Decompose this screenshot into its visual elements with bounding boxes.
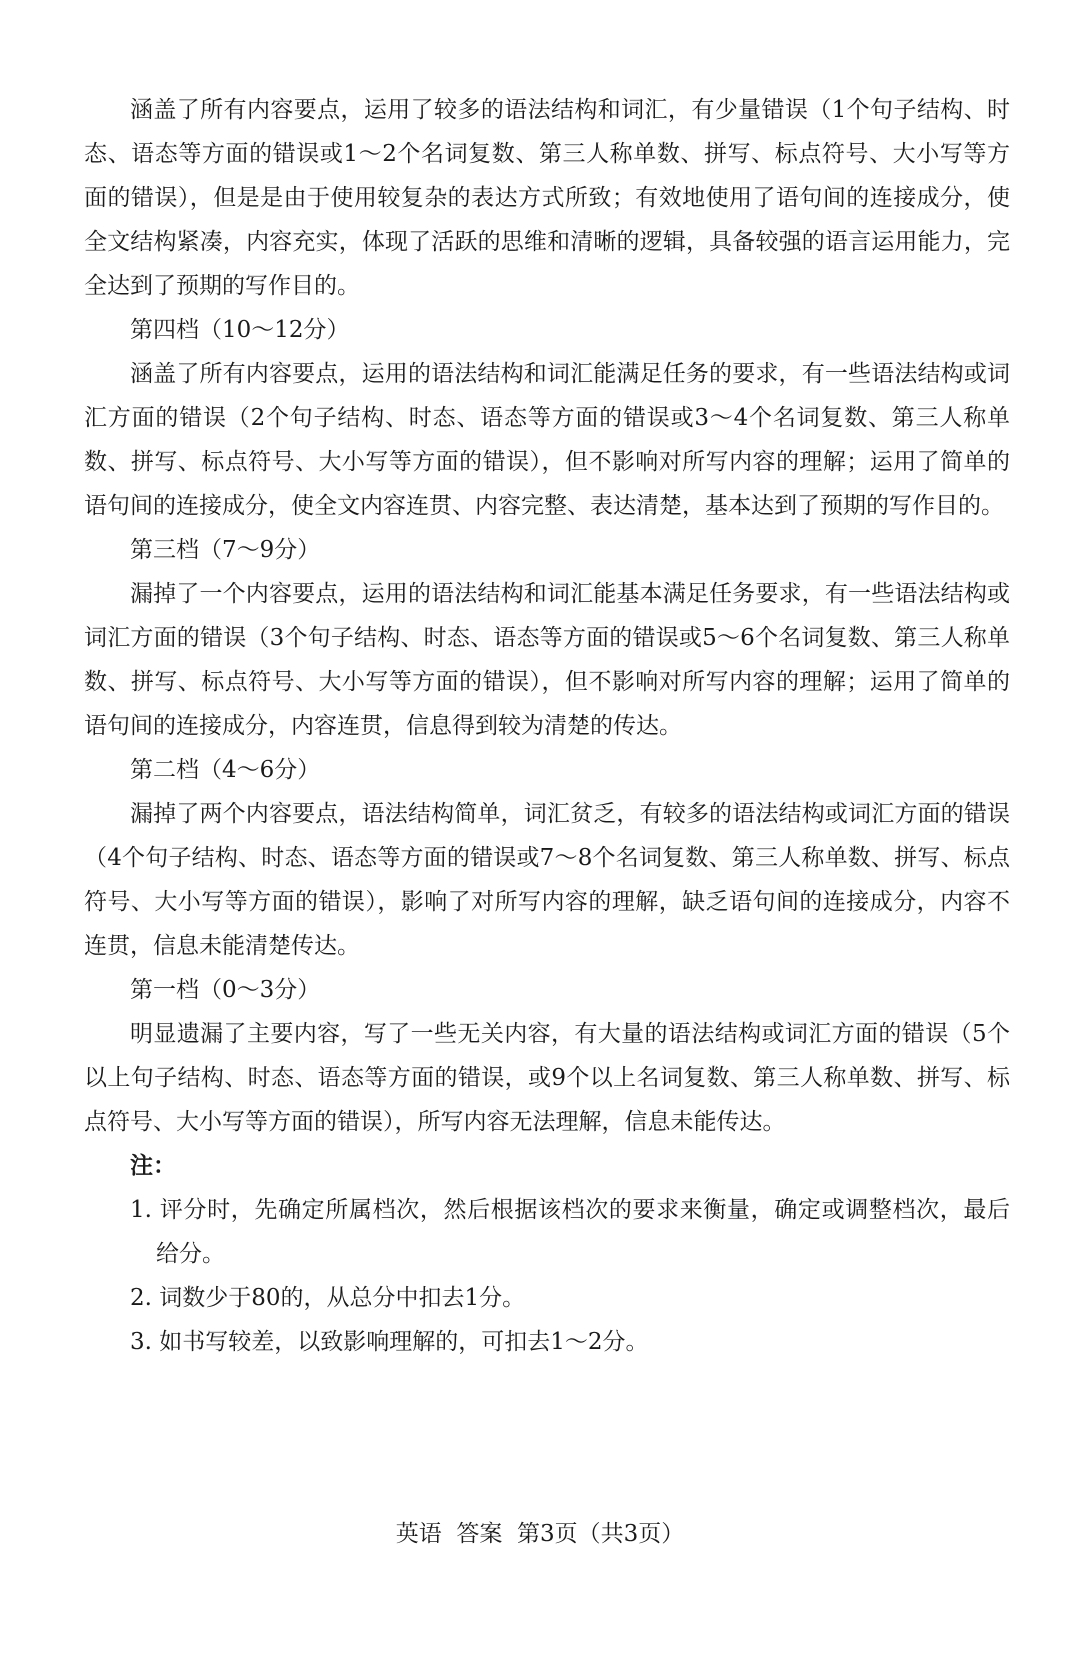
page-footer: 英语 答案 第3页（共3页） bbox=[395, 1521, 685, 1547]
grade-two-heading: 第二档（4～6分） bbox=[130, 757, 321, 783]
note-item: 3. 如书写较差，以致影响理解的，可扣去1～2分。 bbox=[130, 1329, 649, 1355]
grade-one-description: 明显遗漏了主要内容，写了一些无关内容，有大量的语法结构或词汇方面的错误（5个以上句子结构、时态、语态等方面的错误，或9个以上名词复数、第三人称单数、拼写、标点符号、大小写等方面的错误），所写内容无法理解，信息未能传达。 bbox=[84, 1021, 1010, 1135]
grade-four-heading: 第四档（10～12分） bbox=[130, 317, 350, 343]
scoring-criteria bbox=[84, 88, 1010, 1364]
grade-one-heading: 第一档（0～3分） bbox=[130, 977, 321, 1003]
grade-two-description: 漏掉了两个内容要点，语法结构简单，词汇贫乏，有较多的语法结构或词汇方面的错误（4个句子结构、时态、语态等方面的错误或7～8个名词复数、第三人称单数、拼写、标点符号、大小写等方面的错误），影响了对所写内容的理解，缺乏语句间的连接成分，内容不连贯，信息未能清楚传达。 bbox=[84, 801, 1010, 959]
notes-title: 注： bbox=[130, 1152, 176, 1179]
note-item: 1. 评分时，先确定所属档次，然后根据该档次的要求来衡量，确定或调整档次，最后给分。 bbox=[130, 1197, 1010, 1267]
grade-four-description: 涵盖了所有内容要点，运用的语法结构和词汇能满足任务的要求，有一些语法结构或词汇方面的错误（2个句子结构、时态、语态等方面的错误或3～4个名词复数、第三人称单数、拼写、标点符号、大小写等方面的错误），但不影响对所写内容的理解；运用了简单的语句间的连接成分，使全文内容连贯、内容完整、表达清楚，基本达到了预期的写作目的。 bbox=[84, 361, 1010, 519]
note-item: 2. 词数少于80的，从总分中扣去1分。 bbox=[130, 1285, 526, 1311]
grade-three-heading: 第三档（7～9分） bbox=[130, 537, 321, 563]
grade-three-description: 漏掉了一个内容要点，运用的语法结构和词汇能基本满足任务要求，有一些语法结构或词汇方面的错误（3个句子结构、时态、语态等方面的错误或5～6个名词复数、第三人称单数、拼写、标点符号、大小写等方面的错误），但不影响对所写内容的理解；运用了简单的语句间的连接成分，内容连贯，信息得到较为清楚的传达。 bbox=[84, 581, 1010, 739]
grade-five-description: 涵盖了所有内容要点，运用了较多的语法结构和词汇，有少量错误（1个句子结构、时态、语态等方面的错误或1～2个名词复数、第三人称单数、拼写、标点符号、大小写等方面的错误），但是是由于使用较复杂的表达方式所致；有效地使用了语句间的连接成分，使全文结构紧凑，内容充实，体现了活跃的思维和清晰的逻辑，具备较强的语言运用能力，完全达到了预期的写作目的。 bbox=[84, 97, 1010, 299]
